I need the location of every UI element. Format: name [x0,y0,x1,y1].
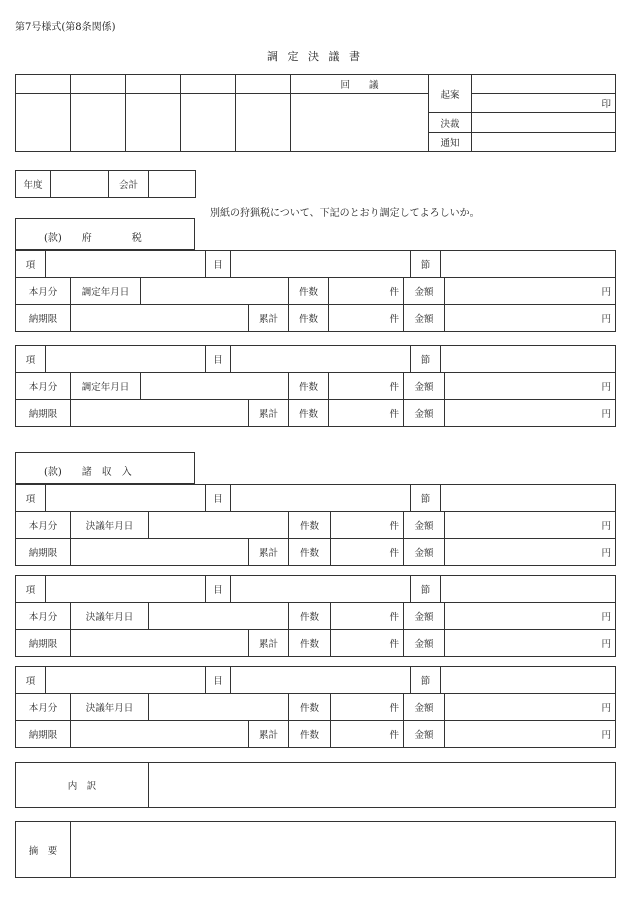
kian-label: 起案 [429,75,472,113]
uchiwake-label: 内 訳 [16,763,149,808]
section-shuunyuu-label: (款) 諸 収 入 [44,467,132,478]
en-cell[interactable]: 円 [445,278,616,305]
choutei-date-label: 調定年月日 [71,373,141,400]
kingaku-label: 金額 [404,305,445,332]
kessai-label: 決裁 [429,113,472,133]
moku-label: 目 [206,251,231,278]
entry-block-4-rows [15,602,616,657]
entry-block-5-rows [15,693,616,748]
kingaku-label: 金額 [404,278,445,305]
choutei-date-cell[interactable] [141,373,289,400]
kingaku-label: 金額 [404,630,445,657]
en-cell[interactable]: 円 [445,721,616,748]
kou-label: 項 [16,346,46,373]
section-fuzei-label: (款) 府 税 [44,233,142,244]
tsuchi-cell[interactable] [472,133,616,152]
ruikei-label: 累計 [249,721,289,748]
ruikei-label: 累計 [249,400,289,427]
entry-block-1-rows [15,277,616,332]
seal-cell-1[interactable] [16,75,71,94]
hongetsubun-label: 本月分 [16,694,71,721]
ketsugi-date-cell[interactable] [149,694,289,721]
en-cell[interactable]: 円 [445,400,616,427]
nouki-label: 納期限 [16,721,71,748]
ken-cell[interactable]: 件 [329,373,404,400]
kou-label: 項 [16,485,46,512]
setsu-label: 節 [411,485,441,512]
moku-cell[interactable] [231,485,411,512]
entry-block-4 [15,575,616,603]
moku-cell[interactable] [231,346,411,373]
uchiwake-cell[interactable] [149,763,616,808]
kou-label: 項 [16,667,46,694]
kingaku-label: 金額 [404,539,445,566]
kensuu-label: 件数 [289,694,331,721]
kensuu-label: 件数 [289,305,329,332]
kensuu-label: 件数 [289,603,331,630]
kensuu-label: 件数 [289,278,329,305]
setsu-cell[interactable] [441,346,616,373]
setsu-label: 節 [411,251,441,278]
kensuu-label: 件数 [289,539,331,566]
kensuu-label: 件数 [289,400,329,427]
nouki-cell[interactable] [71,630,249,657]
kou-cell[interactable] [46,346,206,373]
seal-box-5[interactable] [236,94,291,152]
kou-cell[interactable] [46,251,206,278]
ken-cell[interactable]: 件 [331,603,404,630]
kingaku-label: 金額 [404,400,445,427]
setsu-cell[interactable] [441,576,616,603]
kaigi-box[interactable] [291,94,429,152]
hongetsubun-label: 本月分 [16,373,71,400]
setsu-cell[interactable] [441,667,616,694]
ketsugi-date-label: 決議年月日 [71,694,149,721]
section-fuzei-header [15,218,195,250]
ketsugi-date-label: 決議年月日 [71,512,149,539]
setsu-label: 節 [411,667,441,694]
seal-cell-5[interactable] [236,75,291,94]
year-label: 年度 [16,171,51,198]
year-account-table [15,170,196,198]
choutei-date-label: 調定年月日 [71,278,141,305]
year-cell[interactable] [51,171,109,198]
hongetsubun-label: 本月分 [16,512,71,539]
en-cell[interactable]: 円 [445,373,616,400]
uchiwake-table [15,762,616,808]
en-cell[interactable]: 円 [445,512,616,539]
setsu-cell[interactable] [441,485,616,512]
seal-cell-4[interactable] [181,75,236,94]
setsu-label: 節 [411,346,441,373]
en-cell[interactable]: 円 [445,539,616,566]
kou-cell[interactable] [46,576,206,603]
moku-cell[interactable] [231,251,411,278]
ruikei-label: 累計 [249,630,289,657]
ken-cell[interactable]: 件 [331,721,404,748]
kensuu-label: 件数 [289,721,331,748]
ketsugi-date-cell[interactable] [149,512,289,539]
moku-label: 目 [206,667,231,694]
ketsugi-date-label: 決議年月日 [71,603,149,630]
choutei-date-cell[interactable] [141,278,289,305]
description-text: 別紙の狩猟税について、下記のとおり調定してよろしいか。 [210,208,480,219]
ken-cell[interactable]: 件 [331,630,404,657]
moku-label: 目 [206,485,231,512]
tsuchi-label: 通知 [429,133,472,152]
nouki-label: 納期限 [16,305,71,332]
moku-cell[interactable] [231,667,411,694]
nouki-cell[interactable] [71,539,249,566]
kou-label: 項 [16,251,46,278]
en-cell[interactable]: 円 [445,305,616,332]
kensuu-label: 件数 [289,512,331,539]
kensuu-label: 件数 [289,373,329,400]
account-cell[interactable] [149,171,196,198]
setsu-cell[interactable] [441,251,616,278]
seal-box-3[interactable] [126,94,181,152]
ken-cell[interactable]: 件 [331,539,404,566]
entry-block-3 [15,484,616,512]
hongetsubun-label: 本月分 [16,603,71,630]
tekiyou-table [15,821,616,878]
ruikei-label: 累計 [249,305,289,332]
nouki-cell[interactable] [71,305,249,332]
kingaku-label: 金額 [404,373,445,400]
kou-cell[interactable] [46,667,206,694]
document-title: 調 定 決 議 書 [267,50,363,63]
seal-box-1[interactable] [16,94,71,152]
ken-cell[interactable]: 件 [329,400,404,427]
form-number: 第7号様式(第8条関係) [15,22,116,33]
nouki-cell[interactable] [71,400,249,427]
kian-top-cell[interactable] [472,75,616,94]
nouki-label: 納期限 [16,630,71,657]
tekiyou-cell[interactable] [71,822,616,878]
seal-box-4[interactable] [181,94,236,152]
entry-block-1 [15,250,616,278]
nouki-label: 納期限 [16,400,71,427]
ken-cell[interactable]: 件 [331,512,404,539]
moku-cell[interactable] [231,576,411,603]
moku-label: 目 [206,346,231,373]
account-label: 会計 [109,171,149,198]
tekiyou-label: 摘 要 [16,822,71,878]
entry-block-5 [15,666,616,694]
kou-label: 項 [16,576,46,603]
kingaku-label: 金額 [404,603,445,630]
moku-label: 目 [206,576,231,603]
kensuu-label: 件数 [289,630,331,657]
entry-block-2-rows [15,372,616,427]
seal-box-2[interactable] [71,94,126,152]
ken-cell[interactable]: 件 [329,278,404,305]
in-mark: 印 [472,94,616,113]
kingaku-label: 金額 [404,694,445,721]
kou-cell[interactable] [46,485,206,512]
nouki-cell[interactable] [71,721,249,748]
en-cell[interactable]: 円 [445,603,616,630]
kaigi-header: 回 議 [291,75,429,94]
entry-block-2 [15,345,616,373]
seal-cell-3[interactable] [126,75,181,94]
en-cell[interactable]: 円 [445,694,616,721]
ken-cell[interactable]: 件 [331,694,404,721]
kessai-cell[interactable] [472,113,616,133]
seal-cell-2[interactable] [71,75,126,94]
entry-block-3-rows [15,511,616,566]
ruikei-label: 累計 [249,539,289,566]
hongetsubun-label: 本月分 [16,278,71,305]
section-shuunyuu-header [15,452,195,484]
en-cell[interactable]: 円 [445,630,616,657]
kingaku-label: 金額 [404,721,445,748]
ketsugi-date-cell[interactable] [149,603,289,630]
nouki-label: 納期限 [16,539,71,566]
setsu-label: 節 [411,576,441,603]
kingaku-label: 金額 [404,512,445,539]
approval-table [15,74,616,152]
ken-cell[interactable]: 件 [329,305,404,332]
